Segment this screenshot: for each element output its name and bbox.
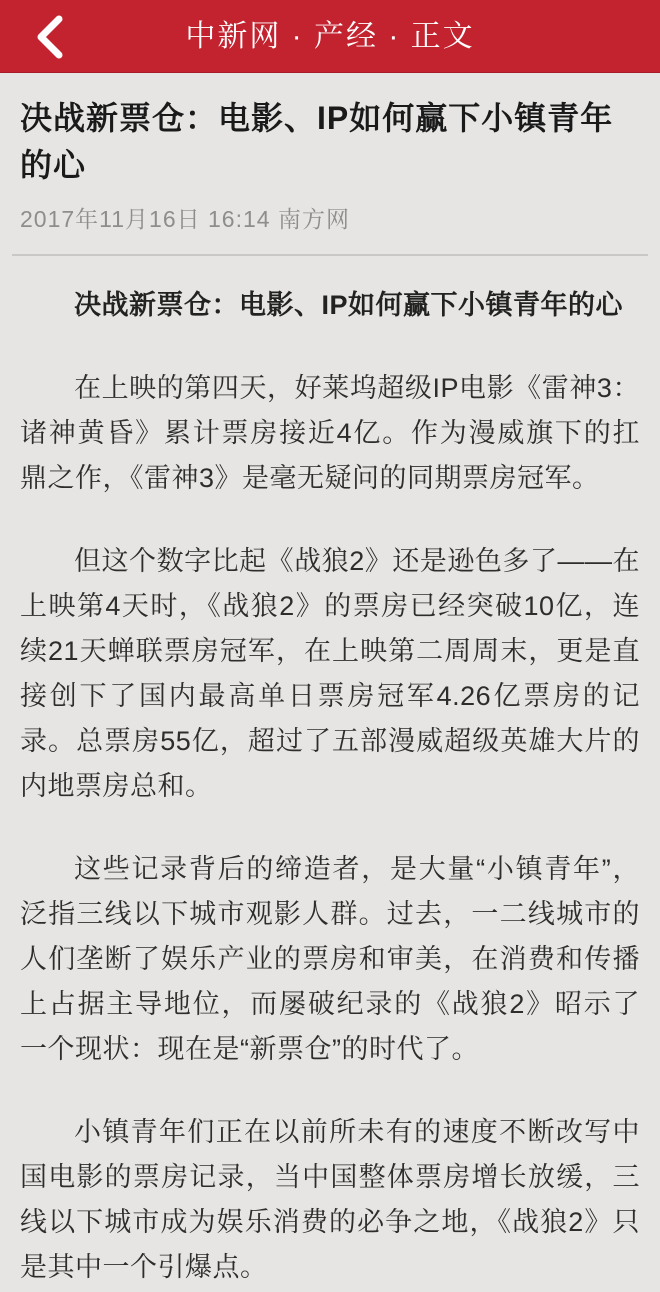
breadcrumb: 中新网 · 产经 · 正文 <box>185 19 475 53</box>
article-title: 决战新票仓：电影、IP如何赢下小镇青年的心 <box>20 100 614 183</box>
back-chevron-icon <box>33 14 65 60</box>
article-paragraph: 小镇青年们正在以前所未有的速度不断改写中国电影的票房记录，当中国整体票房增长放缓，三线以下城市成为娱乐消费的必争之地，《战狼2》只是其中一个引爆点。 <box>20 1117 640 1282</box>
article-content <box>0 95 660 1290</box>
article-lead-heading: 决战新票仓：电影、IP如何赢下小镇青年的心 <box>74 290 624 320</box>
article-paragraph: 在上映的第四天，好莱坞超级IP电影《雷神3：诸神黄昏》累计票房接近4亿。作为漫威旗下的扛鼎之作，《雷神3》是毫无疑问的同期票房冠军。 <box>20 373 640 493</box>
article-paragraph: 这些记录背后的缔造者，是大量“小镇青年”，泛指三线以下城市观影人群。过去，一二线城市的人们垄断了娱乐产业的票房和审美，在消费和传播上占据主导地位，而屡破纪录的《战狼2》昭示了一个现状：现在是“新票仓”的时代了。 <box>20 854 640 1064</box>
article-paragraph: 但这个数字比起《战狼2》还是逊色多了——在上映第4天时，《战狼2》的票房已经突破10亿，连续21天蝉联票房冠军，在上映第二周周末，更是直接创下了国内最高单日票房冠军4.26亿票房的记录。总票房55亿，超过了五部漫威超级英雄大片的内地票房总和。 <box>20 546 640 801</box>
back-button[interactable] <box>14 0 84 73</box>
app-header <box>0 0 660 73</box>
article-meta: 2017年11月16日 16:14 南方网 <box>20 206 350 232</box>
divider <box>12 254 648 256</box>
